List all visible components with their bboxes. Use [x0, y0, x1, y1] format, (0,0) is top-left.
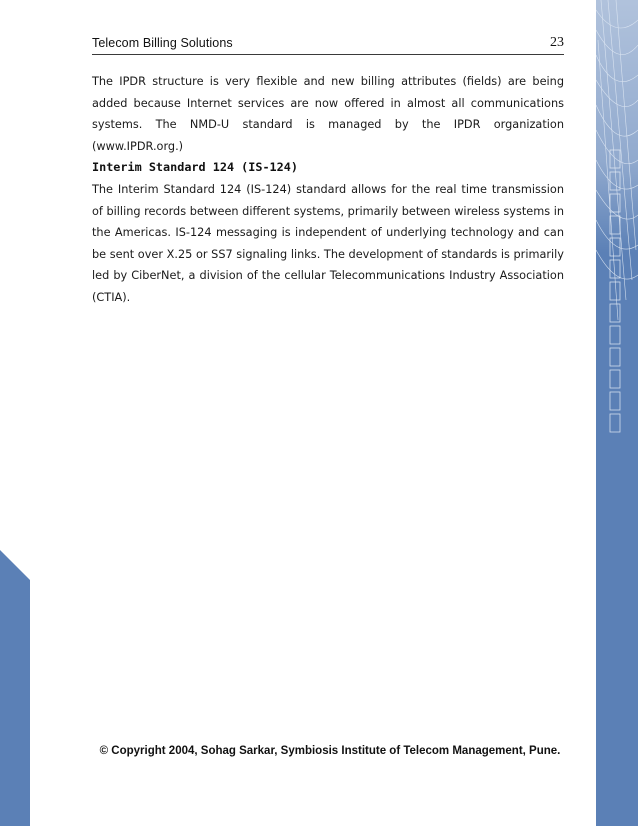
page-header	[92, 36, 564, 55]
page-body	[92, 71, 564, 309]
header-title: Telecom Billing Solutions	[92, 36, 233, 50]
body-paragraph: The IPDR structure is very flexible and new billing attributes (fields) are being added because Internet services are now offered in almost all communications systems. The NMD-U standard is managed by the IPDR organization (www.IPDR.org.)	[92, 75, 564, 153]
body-paragraph: The Interim Standard 124 (IS-124) standard allows for the real time transmission of billing records between different systems, primarily between wireless systems in the Americas. IS-124 messaging is independent of underlying technology and can be sent over X.25 or SS7 signaling links. The development of standards is primarily led by CiberNet, a division of the cellular Telecommunications Industry Association (CTIA).	[92, 182, 564, 304]
wave-pattern-graphic	[596, 0, 638, 826]
section-heading: Interim Standard 124 (IS-124)	[92, 160, 298, 175]
decorative-side-band	[596, 0, 638, 826]
decorative-corner-wedge	[0, 550, 30, 826]
page-number: 23	[550, 35, 564, 50]
copyright-footer: © Copyright 2004, Sohag Sarkar, Symbiosis Institute of Telecom Management, Pune.	[99, 745, 561, 757]
